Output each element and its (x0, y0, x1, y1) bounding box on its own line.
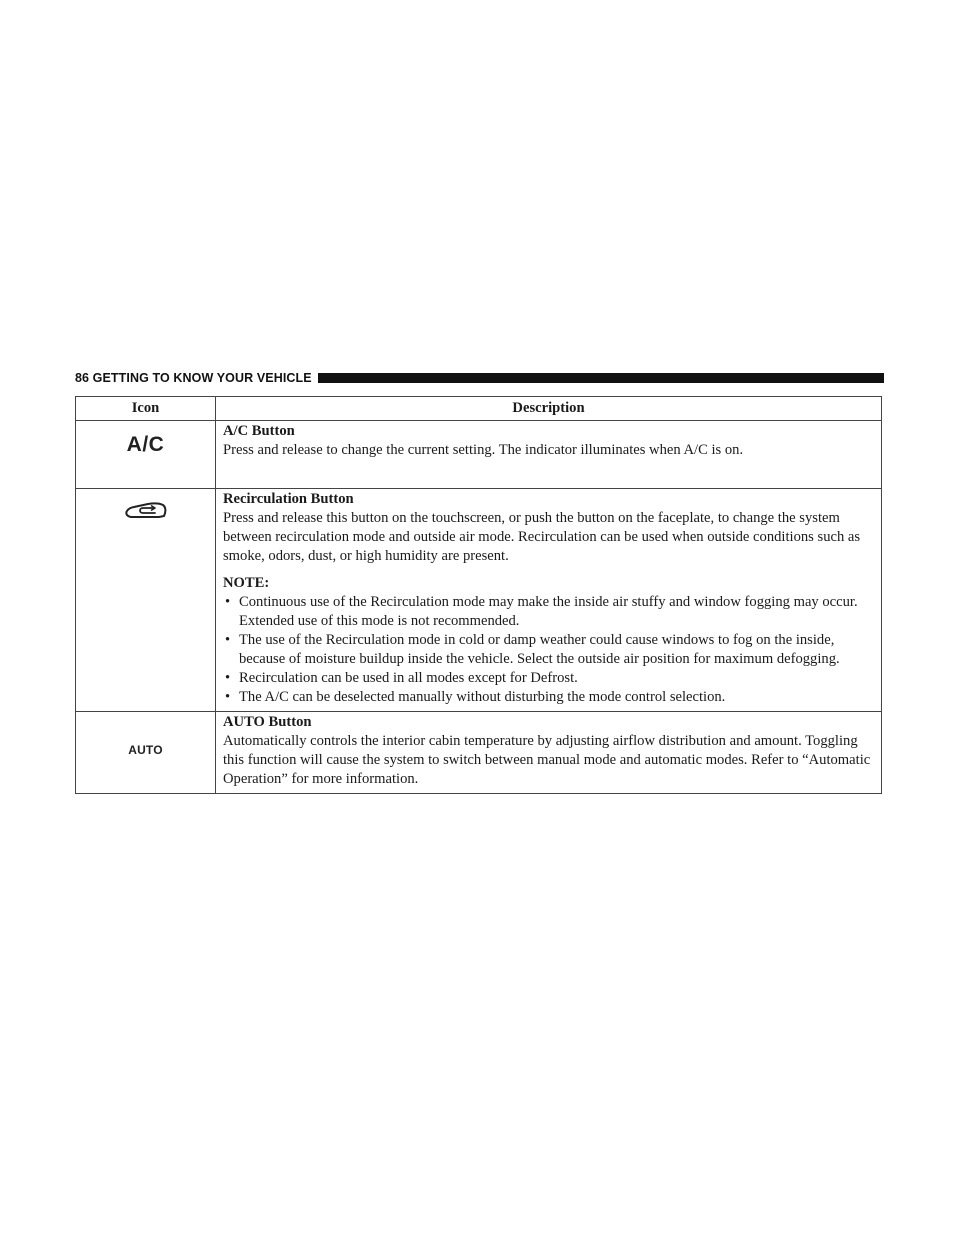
auto-button-title: AUTO Button (223, 714, 312, 730)
list-item: • The use of the Recirculation mode in cold or damp weather could cause windows to fog on the inside, because of moisture buildup inside the vehicle. Select the outside air position for maximum defogging. (223, 631, 873, 669)
column-header-icon: Icon (76, 397, 216, 421)
note-label: NOTE: (223, 575, 270, 591)
icon-cell-auto (76, 712, 216, 794)
table-row-auto (76, 712, 882, 794)
auto-button-text: Automatically controls the interior cabin temperature by adjusting airflow distribution and amount. Toggling this function will cause the system to switch between manual mode and automatic modes. Refer to “Automatic Operation” for more information. (223, 733, 871, 787)
recirculation-button-text: Press and release this button on the touchscreen, or push the button on the faceplate, to change the system between recirculation mode and outside air mode. Recirculation can be used when outside conditions such as smoke, odors, dust, or high humidity are present. (223, 510, 861, 564)
column-header-description: Description (216, 397, 882, 421)
icon-description-table (75, 396, 882, 794)
header-rule (318, 373, 884, 383)
note-list (223, 593, 873, 707)
description-cell-ac (216, 421, 882, 489)
list-item: • Continuous use of the Recirculation mode may make the inside air stuffy and window fogging may occur. Extended use of this mode is not recommended. (223, 593, 873, 631)
page-header (75, 370, 884, 386)
table-row-ac (76, 421, 882, 489)
table-header-row (76, 397, 882, 421)
table-row-recirculation (76, 489, 882, 712)
icon-cell-ac (76, 421, 216, 489)
ac-icon: A/C (126, 433, 165, 456)
auto-icon: AUTO (128, 743, 163, 757)
page-header-text: 86 GETTING TO KNOW YOUR VEHICLE (75, 371, 312, 385)
ac-button-title: A/C Button (223, 423, 295, 439)
list-item: • The A/C can be deselected manually without disturbing the mode control selection. (223, 688, 873, 707)
icon-cell-recirculation (76, 489, 216, 712)
ac-button-text: Press and release to change the current setting. The indicator illuminates when A/C is on. (223, 442, 744, 458)
list-item: • Recirculation can be used in all modes except for Defrost. (223, 669, 873, 688)
description-cell-auto (216, 712, 882, 794)
recirculation-icon (121, 500, 171, 528)
recirculation-button-title: Recirculation Button (223, 491, 354, 507)
description-cell-recirculation (216, 489, 882, 712)
